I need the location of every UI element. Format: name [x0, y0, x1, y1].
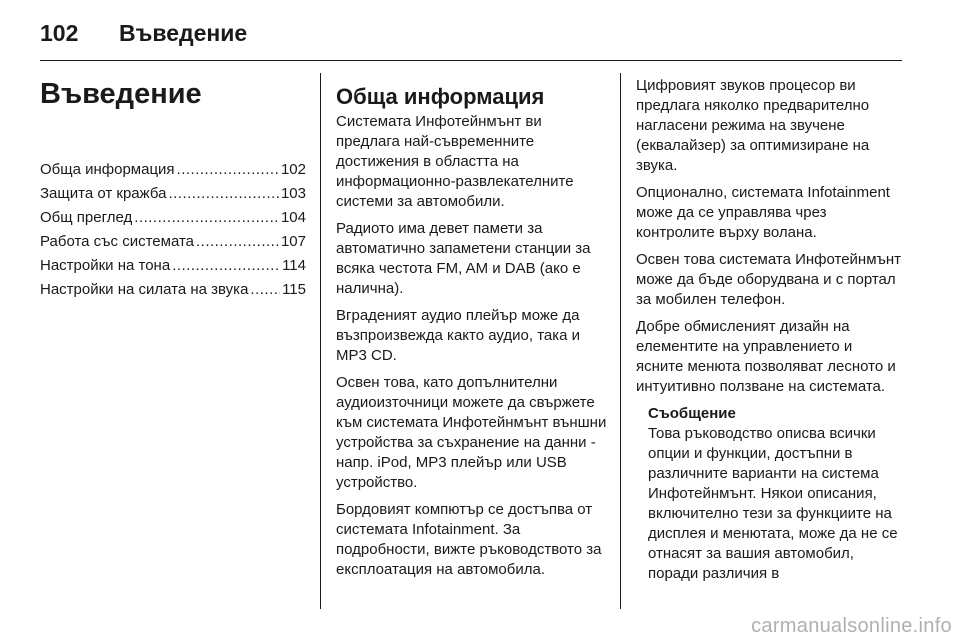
note-title: Съобщение: [648, 405, 736, 422]
header-rule: [40, 60, 902, 61]
body-paragraph: Радиото има девет памети за автоматично запаметени станции за всяка честота FM, AM и DAB (ако е налична).: [336, 220, 591, 297]
toc-item[interactable]: [40, 278, 306, 302]
continuation-column: [636, 76, 902, 584]
body-paragraph: Освен това системата Инфотейнмънт може да бъде оборудвана и с портал за мобилен телефон.: [636, 251, 902, 308]
toc-leader-dots: [177, 158, 279, 182]
toc-label: Обща информация: [40, 161, 175, 178]
page-header: [40, 14, 902, 58]
toc-label: Настройки на силата на звука: [40, 281, 249, 298]
table-of-contents: [40, 158, 306, 302]
toc-page: 114: [282, 257, 306, 274]
toc-leader-dots: [168, 182, 279, 206]
toc-page: 103: [280, 185, 306, 202]
body-paragraph: Добре обмисленият дизайн на елементите на управлението и ясните менюта позволяват лесното и интуитивно ползване на системата.: [636, 318, 896, 395]
note-body: Това ръководство описва всички опции и функции, достъпни в различните варианти на система Инфотейнмънт. Някои описания, включително тези за функциите на дисплея и менютата, може да не се отнасят за вашия автомобил, поради различия в: [648, 425, 898, 582]
toc-page: 102: [280, 161, 306, 178]
toc-leader-dots: [250, 278, 280, 302]
body-paragraph: Вграденият аудио плейър може да възпроизвежда както аудио, така и MP3 CD.: [336, 307, 581, 364]
watermark: carmanualsonline.info: [751, 615, 952, 637]
toc-page: 104: [280, 209, 306, 226]
toc-label: Защита от кражба: [40, 185, 167, 202]
body-paragraph: Бордовият компютър се достъпва от системата Infotainment. За подробности, вижте ръководството за експлоатация на автомобила.: [336, 501, 602, 578]
note-box: [648, 404, 902, 584]
toc-item[interactable]: [40, 158, 306, 182]
toc-leader-dots: [172, 254, 280, 278]
toc-item[interactable]: [40, 254, 306, 278]
toc-label: Работа със системата: [40, 233, 194, 250]
toc-page: 107: [280, 233, 306, 250]
toc-item[interactable]: [40, 230, 306, 254]
chapter-title: Въведение: [40, 78, 202, 110]
toc-column: [40, 76, 306, 302]
body-paragraph: Освен това, като допълнителни аудиоизточници можете да свържете към системата Инфотейнмънт външни устройства за съхранение на данни - напр. iPod, MP3 плейър или USB устройство.: [336, 374, 607, 491]
toc-item[interactable]: [40, 206, 306, 230]
body-paragraph: Системата Инфотейнмънт ви предлага най-съвременните достижения в областта на информационно-развлекателните системи за автомобили.: [336, 113, 574, 210]
toc-label: Общ преглед: [40, 209, 133, 226]
column-divider-2: [620, 73, 621, 609]
toc-page: 115: [282, 281, 306, 298]
toc-label: Настройки на тона: [40, 257, 171, 274]
page-number: 102: [40, 20, 79, 46]
running-title: Въведение: [119, 20, 248, 46]
body-paragraph: Цифровият звуков процесор ви предлага няколко предварително нагласени режима на звучене (еквалайзер) за оптимизиране на звука.: [636, 77, 870, 174]
body-paragraph: Опционално, системата Infotainment може да се управлява чрез контролите върху волана.: [636, 184, 890, 241]
column-divider-1: [320, 73, 321, 609]
toc-leader-dots: [196, 230, 279, 254]
toc-item[interactable]: [40, 182, 306, 206]
toc-leader-dots: [134, 206, 279, 230]
section-title: Обща информация: [336, 84, 545, 109]
section-column: [336, 84, 608, 587]
